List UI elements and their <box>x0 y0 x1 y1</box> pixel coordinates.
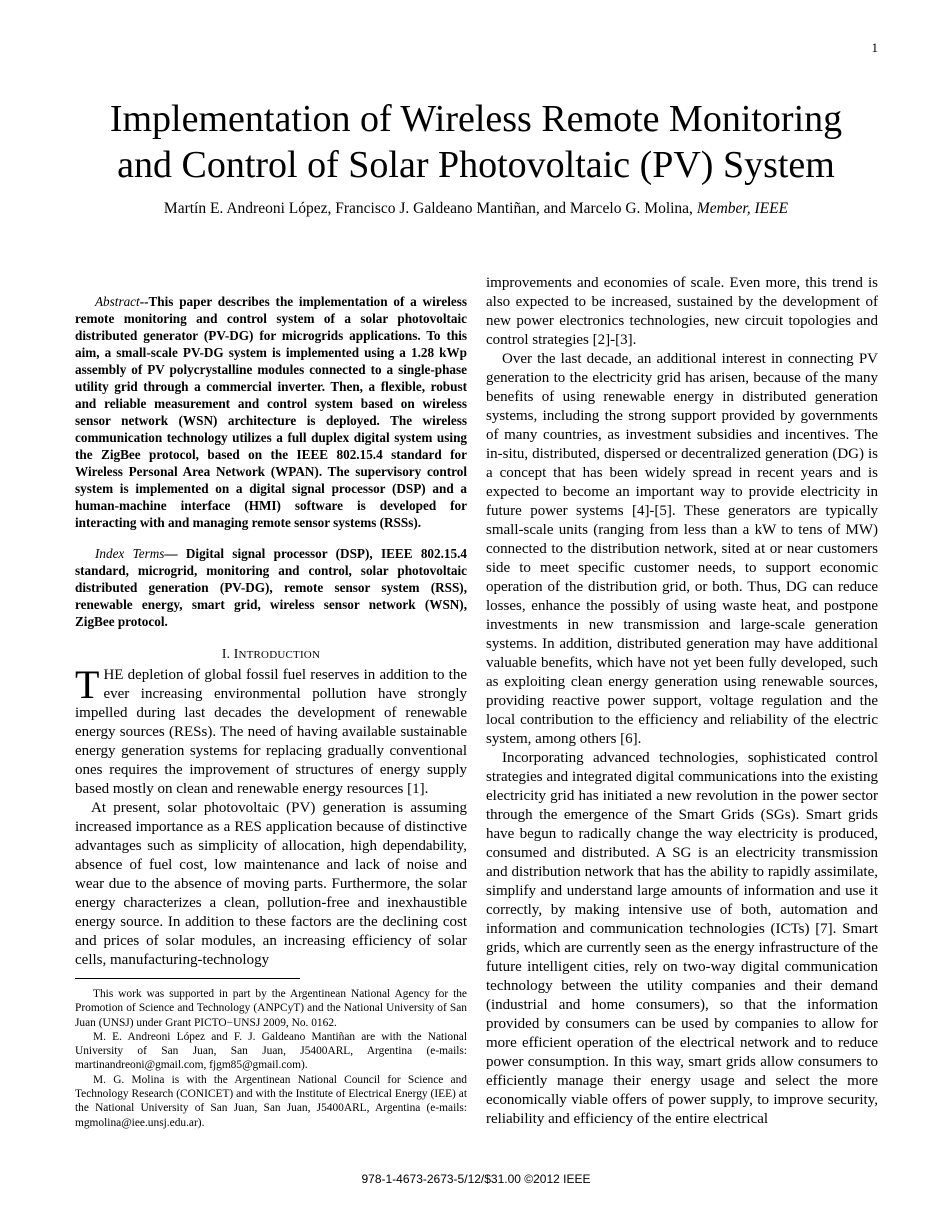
body-paragraph: improvements and economies of scale. Even more, this trend is also expected to be increased, sustained by the development of new power electronics technologies, new circuit topologies and control strategies [2]-[3]. <box>486 275 878 348</box>
intro-paragraph-2: At present, solar photovoltaic (PV) generation is assuming increased importance as a RES application because of distinctive advantages such as simplicity of allocation, high dependability, absence of fuel cost, low maintenance and lack of noise and wear due to the absence of moving parts. Furthermore, the solar energy characterizes a clean, pollution-free and inexhaustible energy source. In addition to these factors are the declining cost and prices of solar modules, an increasing efficiency of solar cells, manufacturing-technology <box>75 800 467 968</box>
abstract <box>75 293 467 531</box>
title-line-1: Implementation of Wireless Remote Monitoring <box>109 98 843 140</box>
intro-paragraph-1-text: HE depletion of global fossil fuel reserves in addition to the ever increasing environmental pollution have strongly impelled during last decades the development of renewable energy sources (RESs). The need of having available sustainable energy generation systems for replacing gradually conventional ones requires the improvement of structures of energy supply based mostly on clean and renewable energy resources [1]. <box>75 667 467 797</box>
footnote-authors-2: M. G. Molina is with the Argentinean National Council for Science and Technology Research (CONICET) and with the Institute of Electrical Energy (IEE) at the National University of San Juan, San Juan, J5400ARL, Argentina (e-mails: mgmolina@iee.unsj.edu.ar). <box>75 1073 467 1129</box>
author-list <box>60 200 892 218</box>
abstract-label: Abstract <box>95 294 140 309</box>
footnote-rule <box>75 978 300 979</box>
index-terms <box>75 545 467 630</box>
page-number: 1 <box>871 40 878 55</box>
copyright-footer: 978-1-4673-2673-5/12/$31.00 ©2012 IEEE <box>361 1172 591 1186</box>
right-column <box>486 274 878 1129</box>
index-terms-label: Index Terms <box>95 546 165 561</box>
section-heading-introduction: I. INTRODUCTION <box>221 646 321 661</box>
intro-paragraph-1 <box>75 662 467 799</box>
index-terms-text: — Digital signal processor (DSP), IEEE 802.15.4 standard, microgrid, monitoring and control, solar photovoltaic distributed generation (PV-DG), remote sensor system (RSS), renewable energy, smart grid, wireless sensor network (WSN), ZigBee protocol. <box>75 546 467 629</box>
left-column <box>75 293 467 1130</box>
abstract-text: --This paper describes the implementation of a wireless remote monitoring and control system of a solar photovoltaic distributed generator (PV-DG) for microgrids applications. To this aim, a small-scale PV-DG system is implemented using a 1.28 kWp assembly of PV polycrystalline modules connected to a single-phase utility grid through a commercial inverter. Then, a flexible, robust and reliable measurement and control system based on wireless sensor network (WSN) architecture is deployed. The wireless communication technology utilizes a full duplex digital system using the ZigBee protocol, based on the IEEE 802.15.4 standard for Wireless Personal Area Network (WPAN). The supervisory control system is implemented on a digital signal processor (DSP) and a human-machine interface (HMI) software is developed for interacting with and managing remote sensor systems (RSSs). <box>75 294 467 530</box>
body-paragraph: Over the last decade, an additional interest in connecting PV generation to the electricity grid has arisen, because of the many benefits of using renewable energy in distributed generation systems, including the strong support provided by governments of many countries, as investment subsidies and incentives. The in-situ, distributed, dispersed or decentralized generation (DG) is a concept that has been widely spread in recent years and is expected to become an important way to provide electricity in future power systems [4]-[5]. These generators are typically small-scale units (ranging from less than a kW to tens of MW) connected to the distribution network, sited at or near customers side to meet specific customer needs, to support economic operation of the distribution grid, or both. Thus, DG can reduce losses, enhance the possibly of using waste heat, and postpone investments in new transmission and large-scale generation systems. In addition, distributed generation may have additional valuable benefits, which have not yet been fully developed, such as exploiting clean energy generation using renewable sources, providing reactive power support, voltage regulation and the local contribution to the efficiency and reliability of the electric system, among others [6]. <box>486 351 878 747</box>
drop-cap: T <box>75 662 100 707</box>
title-line-2: and Control of Solar Photovoltaic (PV) System <box>117 144 835 186</box>
paper-title <box>60 96 892 188</box>
footnote-funding: This work was supported in part by the Argentinean National Agency for the Promotion of Science and Technology (ANPCyT) and the National University of San Juan (UNSJ) under Grant PICTO−UNSJ 2009, No. 0162. <box>75 988 467 1029</box>
footnote-authors-1: M. E. Andreoni López and F. J. Galdeano Mantiñan are with the National University of San Juan, San Juan, J5400ARL, Argentina (e-mails: martinandreoni@gmail.com, fjgm85@gmail.com). <box>75 1030 467 1072</box>
author-membership: Member, IEEE <box>696 200 789 217</box>
author-names: Martín E. Andreoni López, Francisco J. Galdeano Mantiñan, and Marcelo G. Molina, <box>163 200 693 217</box>
body-paragraph: Incorporating advanced technologies, sophisticated control strategies and integrated digital communications into the existing electricity grid has initiated a new revolution in the power sector through the emergence of the Smart Grids (SGs). Smart grids have begun to radically change the way electricity is produced, consumed and distributed. A SG is an electricity transmission and distribution network that has the ability to rapidly assimilate, simplify and understand large amounts of information and use it correctly, by making intensive use of both, automation and information and communication technologies (ICTs) [7]. Smart grids, which are currently seen as the energy infrastructure of the future intelligent cities, rely on two-way digital communication technology between the utility companies and their demand (industrial and home consumers), so that the information provided by consumers can be used by companies to allow for more efficient operation of the electrical network and to reduce power consumption. In this way, smart grids allow consumers to efficiently manage their energy usage and select the more economically viable offers of power supply, to improve security, reliability and efficiency of the entire electrical <box>486 750 878 1127</box>
